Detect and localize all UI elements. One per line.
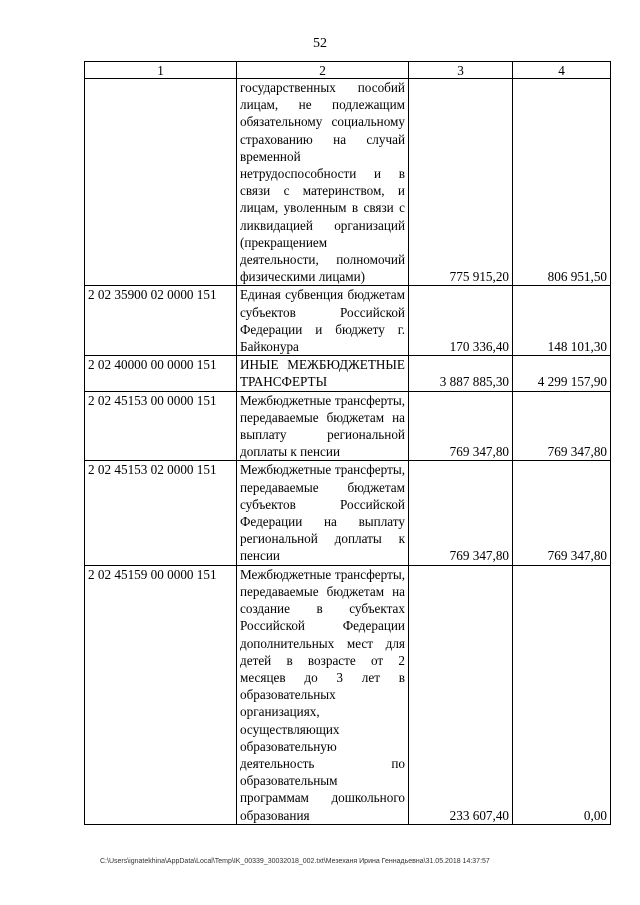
row-value-4: 806 951,50 — [513, 79, 611, 286]
header-col-1: 1 — [85, 62, 237, 79]
row-code: 2 02 40000 00 0000 151 — [85, 356, 237, 391]
table-row — [85, 356, 611, 391]
page-number: 52 — [313, 36, 327, 51]
table-row — [85, 565, 611, 824]
table-row — [85, 391, 611, 461]
row-value-4: 769 347,80 — [513, 391, 611, 461]
row-value-3: 233 607,40 — [409, 565, 513, 824]
row-code: 2 02 45153 00 0000 151 — [85, 391, 237, 461]
header-col-3: 3 — [409, 62, 513, 79]
header-col-2: 2 — [237, 62, 409, 79]
row-code: 2 02 45159 00 0000 151 — [85, 565, 237, 824]
row-value-3: 170 336,40 — [409, 286, 513, 356]
row-code: 2 02 35900 02 0000 151 — [85, 286, 237, 356]
row-value-3: 769 347,80 — [409, 461, 513, 565]
row-name: Единая субвенция бюджетам субъектов Российской Федерации и бюджету г. Байконура — [237, 286, 409, 356]
row-code — [85, 79, 237, 286]
row-name: Межбюджетные трансферты, передаваемые бюджетам на создание в субъектах Российской Федерации дополнительных мест для детей в возрасте от 2 месяцев до 3 лет в образовательных организациях, осуществляющих образовательную деятельность по образовательным программам дошкольного образования — [237, 565, 409, 824]
budget-table — [84, 61, 611, 825]
table-row — [85, 286, 611, 356]
row-name: государственных пособий лицам, не подлежащим обязательному социальному страхованию на случай временной нетрудоспособности и в связи с материнством, и лицам, уволенным в связи с ликвидацией организаций (прекращением деятельности, полномочий физическими лицами) — [237, 79, 409, 286]
row-name: ИНЫЕ МЕЖБЮДЖЕТНЫЕ ТРАНСФЕРТЫ — [237, 356, 409, 391]
row-value-3: 775 915,20 — [409, 79, 513, 286]
table-row — [85, 461, 611, 565]
row-value-4: 148 101,30 — [513, 286, 611, 356]
row-name: Межбюджетные трансферты, передаваемые бюджетам субъектов Российской Федерации на выплату региональной доплаты к пенсии — [237, 461, 409, 565]
row-value-3: 3 887 885,30 — [409, 356, 513, 391]
file-path-footer: C:\Users\ignatekhina\AppData\Local\Temp\IK_00339_30032018_002.txt\Мезеханя Ирина Геннадьевна\31.05.2018 14:37:57 — [100, 858, 490, 865]
header-row — [85, 62, 611, 79]
row-value-4: 769 347,80 — [513, 461, 611, 565]
row-name: Межбюджетные трансферты, передаваемые бюджетам на выплату региональной доплаты к пенсии — [237, 391, 409, 461]
row-value-4: 0,00 — [513, 565, 611, 824]
row-code: 2 02 45153 02 0000 151 — [85, 461, 237, 565]
row-value-3: 769 347,80 — [409, 391, 513, 461]
table-row — [85, 79, 611, 286]
header-col-4: 4 — [513, 62, 611, 79]
row-value-4: 4 299 157,90 — [513, 356, 611, 391]
